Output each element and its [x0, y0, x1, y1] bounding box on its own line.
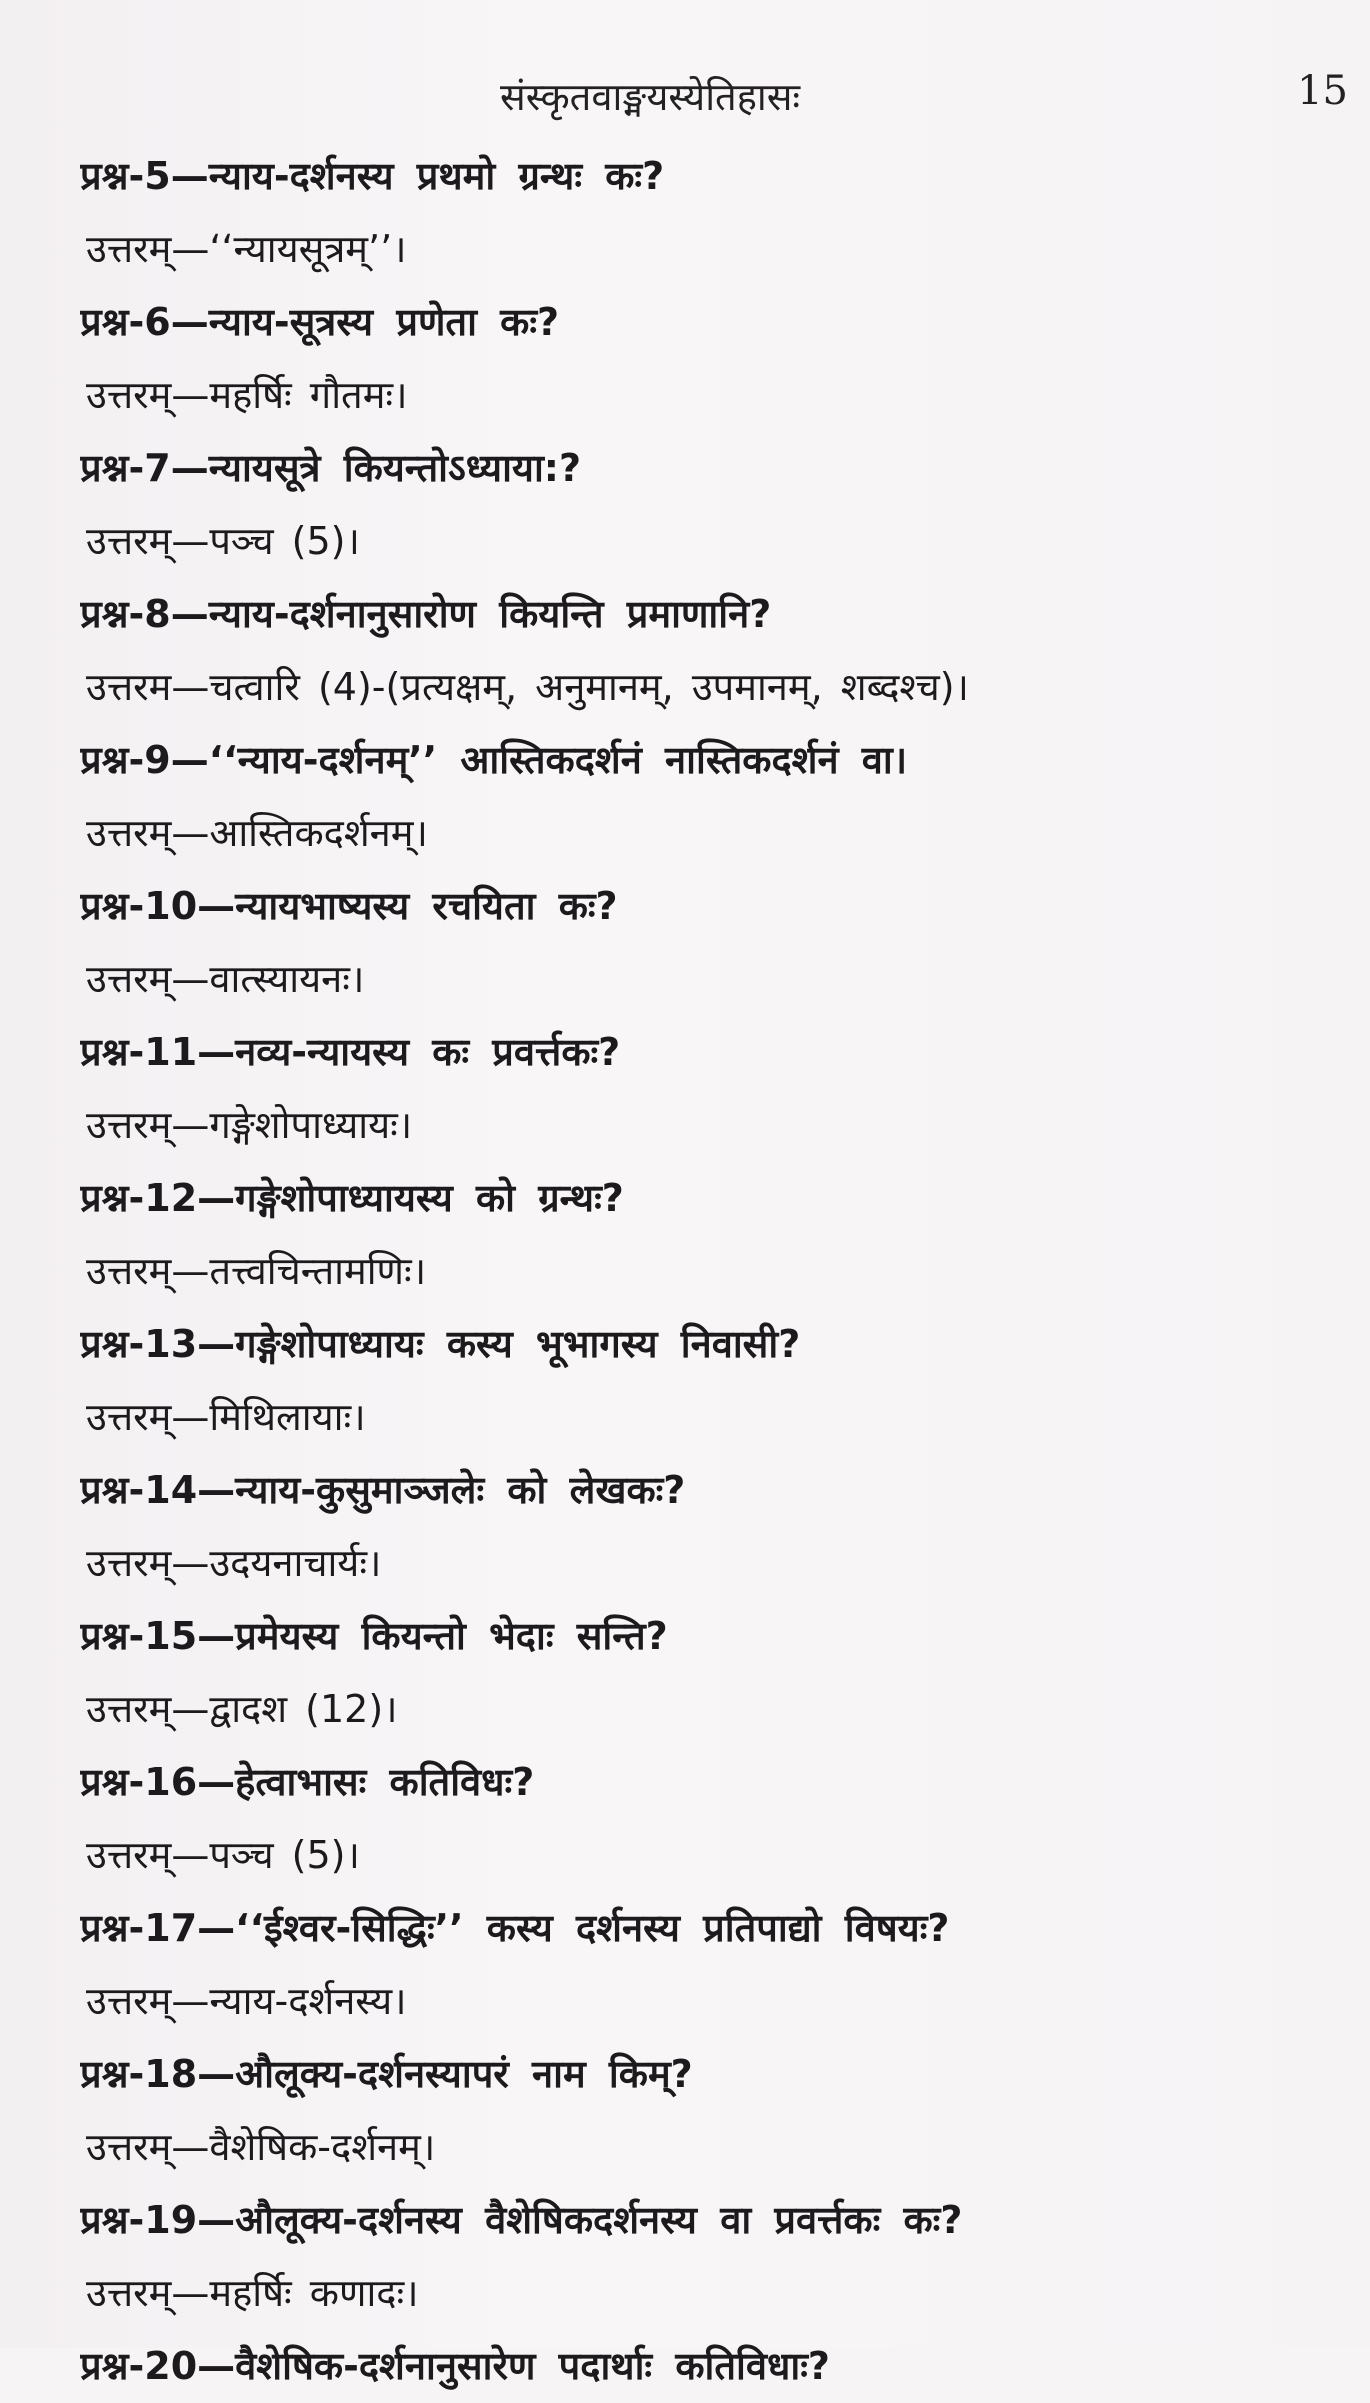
answer-line: उत्तरम्—वैशेषिक-दर्शनम्।	[86, 2125, 436, 2169]
question-line: प्रश्न-5—न्याय-दर्शनस्य प्रथमो ग्रन्थः कः?	[80, 154, 665, 198]
answer-line: उत्तरम्—महर्षिः गौतमः।	[86, 373, 408, 417]
answer-line: उत्तरम्—न्याय-दर्शनस्य।	[86, 1979, 407, 2023]
answer-line: उत्तरम्—आस्तिकदर्शनम्।	[86, 811, 428, 855]
answer-line: उत्तरम्—तत्त्वचिन्तामणिः।	[86, 1249, 427, 1293]
question-line: प्रश्न-8—न्याय-दर्शनानुसारोण कियन्ति प्रमाणानि?	[80, 592, 772, 636]
question-line: प्रश्न-17—‘‘ईश्वर-सिद्धिः’’ कस्य दर्शनस्य प्रतिपाद्यो विषयः?	[80, 1906, 950, 1950]
question-line: प्रश्न-18—औलूक्य-दर्शनस्यापरं नाम किम्?	[80, 2052, 693, 2096]
answer-line: उत्तरम्—महर्षिः कणादः।	[86, 2271, 419, 2315]
question-line: प्रश्न-16—हेत्वाभासः कतिविधः?	[80, 1760, 535, 1804]
question-line: प्रश्न-11—नव्य-न्यायस्य कः प्रवर्त्तकः?	[80, 1030, 621, 1074]
running-header	[0, 60, 1370, 120]
answer-line: उत्तरम्—मिथिलायाः।	[86, 1395, 366, 1439]
question-line: प्रश्न-9—‘‘न्याय-दर्शनम्’’ आस्तिकदर्शनं नास्तिकदर्शनं वा।	[80, 738, 908, 782]
question-line: प्रश्न-13—गङ्गेशोपाध्यायः कस्य भूभागस्य निवासी?	[80, 1322, 801, 1366]
running-title: संस्कृतवाङ्मयस्येतिहासः	[500, 75, 801, 119]
question-line: प्रश्न-7—न्यायसूत्रे कियन्तोऽध्याया:?	[80, 446, 582, 490]
question-line: प्रश्न-10—न्यायभाष्यस्य रचयिता कः?	[80, 884, 618, 928]
page-number: 15	[1297, 68, 1348, 114]
question-line: प्रश्न-20—वैशेषिक-दर्शनानुसारेण पदार्थाः कतिविधाः?	[80, 2344, 830, 2388]
question-line: प्रश्न-15—प्रमेयस्य कियन्तो भेदाः सन्ति?	[80, 1614, 668, 1658]
answer-line: उत्तरम्—गङ्गेशोपाध्यायः।	[86, 1103, 413, 1147]
question-line: प्रश्न-12—गङ्गेशोपाध्यायस्य को ग्रन्थः?	[80, 1176, 624, 1220]
answer-line: उत्तरम्—उदयनाचार्यः।	[86, 1541, 382, 1585]
answer-line: उत्तरम्—पञ्च (5)।	[86, 519, 360, 563]
answer-line: उत्तरम—चत्वारि (4)-(प्रत्यक्षम्, अनुमानम्, उपमानम्, शब्दश्च)।	[86, 665, 969, 709]
answer-line: उत्तरम्—द्वादश (12)।	[86, 1687, 398, 1731]
question-line: प्रश्न-14—न्याय-कुसुमाञ्जलेः को लेखकः?	[80, 1468, 686, 1512]
answer-line: उत्तरम्—पञ्च (5)।	[86, 1833, 360, 1877]
question-line: प्रश्न-6—न्याय-सूत्रस्य प्रणेता कः?	[80, 300, 560, 344]
answer-line: उत्तरम्—वात्स्यायनः।	[86, 957, 365, 1001]
answer-line: उत्तरम्—‘‘न्यायसूत्रम्’’।	[86, 227, 407, 271]
question-line: प्रश्न-19—औलूक्य-दर्शनस्य वैशेषिकदर्शनस्य वा प्रवर्त्तकः कः?	[80, 2198, 963, 2242]
question-answer-list	[80, 140, 1310, 2403]
